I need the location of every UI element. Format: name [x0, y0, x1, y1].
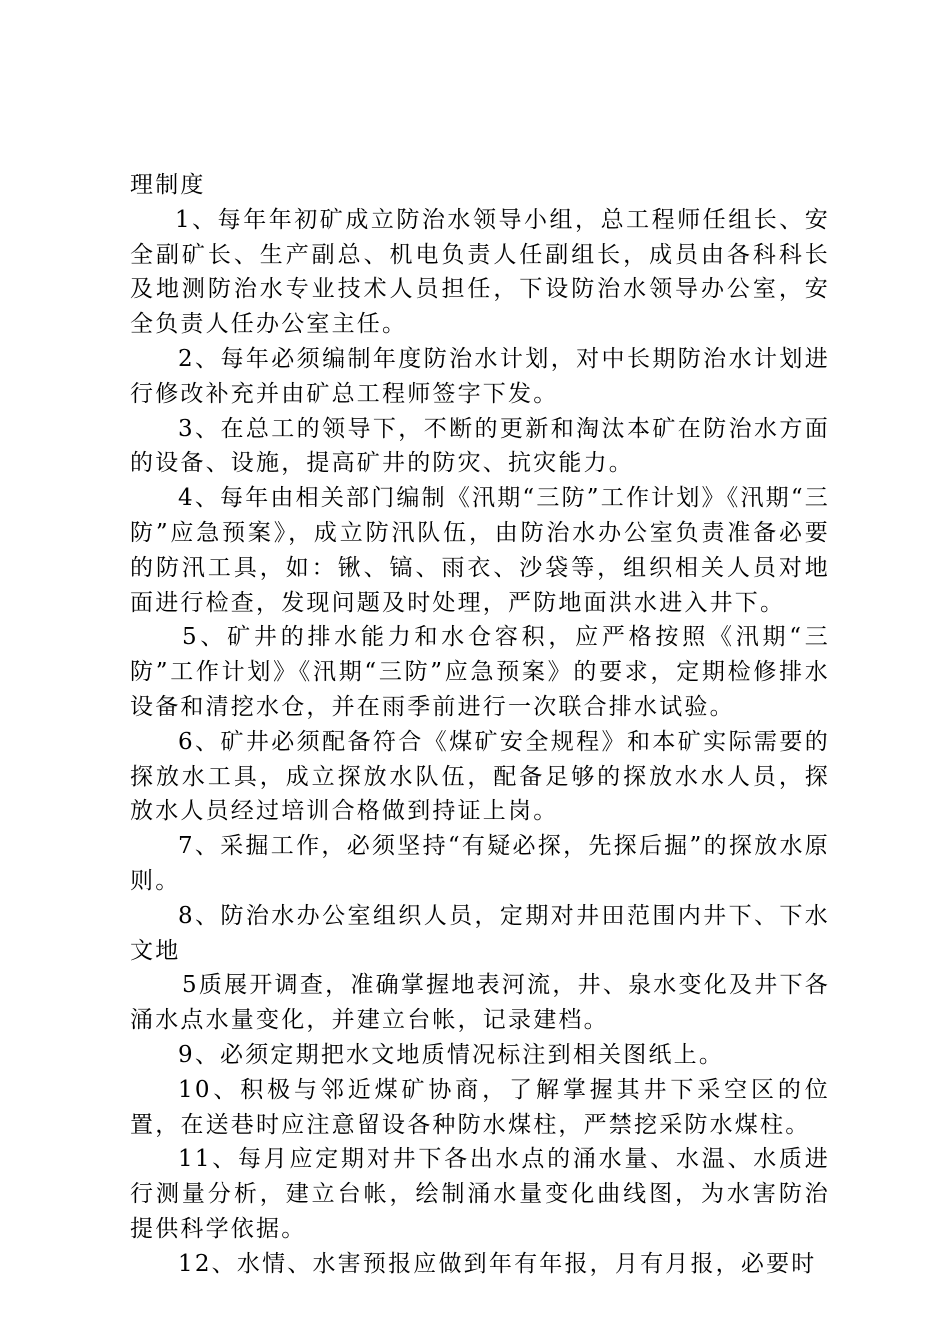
paragraph-4: 4、每年由相关部门编制《汛期“三防”工作计划》《汛期“三防”应急预案》，成立防汛队伍，由防治水办公室负责准备必要的防汛工具，如：锹、镐、雨衣、沙袋等，组织相关人员对地面进行检查，发现问题及时处理，严防地面洪水进入井下。 — [130, 485, 831, 616]
paragraph-12: 12、水情、水害预报应做到年有年报，月有月报，必要时 — [178, 1250, 817, 1277]
paragraph-5: 5、矿井的排水能力和水仓容积，应严格按照《汛期“三防”工作计划》《汛期“三防”应急预案》的要求，定期检修排水设备和清挖水仓，并在雨季前进行一次联合排水试验。 — [130, 624, 830, 720]
paragraph-6: 6、矿井必须配备符合《煤矿安全规程》和本矿实际需要的探放水工具，成立探放水队伍，配备足够的探放水水人员，探放水人员经过培训合格做到持证上岗。 — [130, 728, 830, 825]
paragraph-1: 1、每年年初矿成立防治水领导小组，总工程师任组长、安全副矿长、生产副总、机电负责人任副组长，成员由各科科长及地测防治水专业技术人员担任，下设防治水领导办公室，安全负责人任办公室主任。 — [130, 206, 830, 338]
document-body — [130, 168, 830, 1282]
paragraph-3: 3、在总工的领导下，不断的更新和淘汰本矿在防治水方面的设备、设施，提高矿井的防灾、抗灾能力。 — [130, 415, 830, 477]
paragraph-7: 7、采掘工作，必须坚持“有疑必探，先探后掘”的探放水原则。 — [130, 833, 830, 894]
document-heading: 理制度 — [130, 172, 206, 198]
paragraph-9: 9、必须定期把水文地质情况标注到相关图纸上。 — [178, 1041, 725, 1068]
paragraph-8-continued: 5质展开调查，准确掌握地表河流，井、泉水变化及井下各涌水点水量变化，并建立台帐，记录建档。 — [130, 972, 830, 1034]
paragraph-8: 8、防治水办公室组织人员，定期对井田范围内井下、下水文地 — [130, 902, 830, 964]
paragraph-11: 11、每月应定期对井下各出水点的涌水量、水温、水质进行测量分析，建立台帐，绘制涌水量变化曲线图，为水害防治提供科学依据。 — [130, 1146, 830, 1242]
paragraph-2: 2、每年必须编制年度防治水计划，对中长期防治水计划进行修改补充并由矿总工程师签字下发。 — [130, 345, 830, 407]
paragraph-10: 10、积极与邻近煤矿协商，了解掌握其井下采空区的位置，在送巷时应注意留设各种防水煤柱，严禁挖采防水煤柱。 — [130, 1076, 830, 1138]
